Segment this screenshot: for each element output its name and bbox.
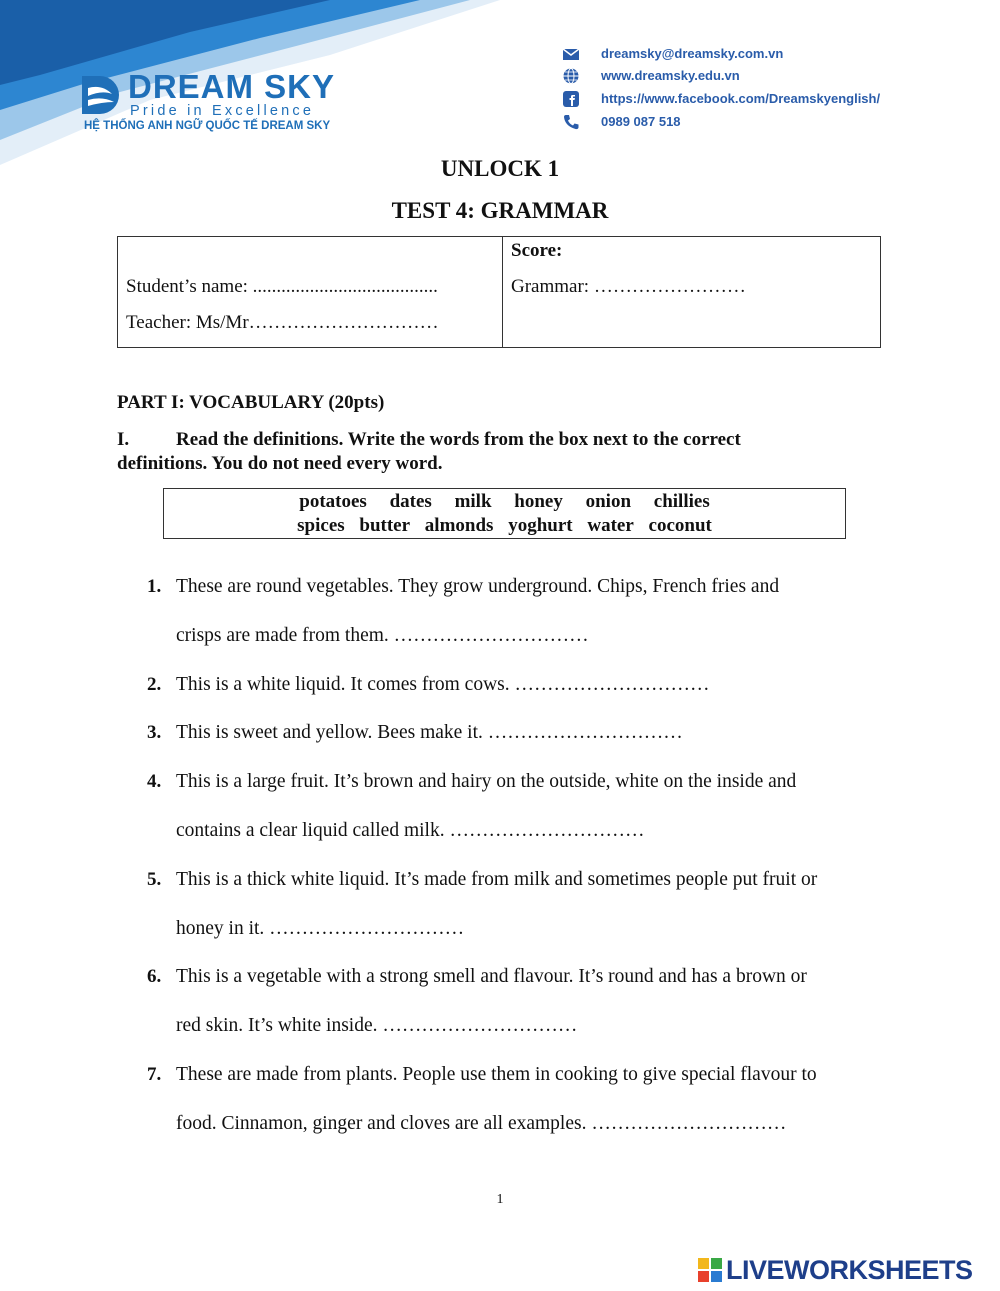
phone-icon <box>562 113 580 131</box>
question-5-answer-line[interactable]: honey in it. ………………………… <box>176 918 465 939</box>
score-label: Score: <box>511 240 563 261</box>
question-6-line-1: This is a vegetable with a strong smell and flavour. It’s round and has a brown or <box>176 966 807 987</box>
question-4-number: 4. <box>147 771 162 792</box>
question-1-number: 1. <box>147 576 162 597</box>
grammar-score-field[interactable]: Grammar: …………………… <box>511 276 746 297</box>
brand-name: DREAM SKY <box>128 68 336 105</box>
question-3-answer-line[interactable]: This is sweet and yellow. Bees make it. ………………………… <box>176 722 683 743</box>
table-divider <box>502 237 503 347</box>
word-box-word: coconut <box>648 515 712 536</box>
page-subtitle: TEST 4: GRAMMAR <box>391 198 609 223</box>
word-box-word: water <box>587 515 634 536</box>
word-box-word: onion <box>585 491 632 512</box>
word-box <box>163 488 846 539</box>
word-box-word: spices <box>297 515 345 536</box>
question-1-line-1: These are round vegetables. They grow underground. Chips, French fries and <box>176 576 780 597</box>
student-name-field[interactable]: Student’s name: ....................................... <box>126 276 438 297</box>
word-box-word: honey <box>514 491 563 512</box>
question-1-answer-line[interactable]: crisps are made from them. ………………………… <box>176 625 589 646</box>
word-box-word: butter <box>359 515 411 536</box>
question-3-number: 3. <box>147 722 162 743</box>
word-box-row-2 <box>164 515 845 537</box>
contact-facebook-text: https://www.facebook.com/Dreamskyenglish/ <box>601 91 881 106</box>
question-2-answer-line[interactable]: This is a white liquid. It comes from cows. ………………………… <box>176 674 710 695</box>
question-5-line-1: This is a thick white liquid. It’s made from milk and sometimes people put fruit or <box>176 869 818 890</box>
question-7-number: 7. <box>147 1064 162 1085</box>
question-7-answer-line[interactable]: food. Cinnamon, ginger and cloves are all examples. ………………………… <box>176 1113 787 1134</box>
question-6-answer-line[interactable]: red skin. It’s white inside. ………………………… <box>176 1015 578 1036</box>
contact-phone-text: 0989 087 518 <box>601 114 681 129</box>
contact-email-text: dreamsky@dreamsky.com.vn <box>601 46 784 61</box>
instruction-line-2: definitions. You do not need every word. <box>117 453 443 474</box>
question-6-number: 6. <box>147 966 162 987</box>
word-box-row-1 <box>164 491 845 513</box>
question-4-answer-line[interactable]: contains a clear liquid called milk. ………………………… <box>176 820 645 841</box>
instruction-line-1: Read the definitions. Write the words from the box next to the correct <box>176 429 741 450</box>
liveworksheets-text: LIVEWORKSHEETS <box>726 1255 973 1285</box>
globe-icon <box>562 67 580 85</box>
question-7-line-1: These are made from plants. People use them in cooking to give special flavour to <box>176 1064 817 1085</box>
teacher-field[interactable]: Teacher: Ms/Mr………………………… <box>126 312 439 333</box>
question-2-number: 2. <box>147 674 162 695</box>
word-box-word: milk <box>454 491 492 512</box>
part1-heading: PART I: VOCABULARY (20pts) <box>117 392 385 413</box>
page-title: UNLOCK 1 <box>440 156 560 181</box>
instruction-number: I. <box>117 429 130 450</box>
liveworksheets-icon <box>698 1258 722 1282</box>
facebook-icon <box>562 90 580 108</box>
word-box-word: chillies <box>653 491 710 512</box>
word-box-word: almonds <box>424 515 494 536</box>
student-info-table <box>117 236 881 348</box>
question-5-number: 5. <box>147 869 162 890</box>
word-box-word: potatoes <box>299 491 367 512</box>
page-number: 1 <box>496 1192 504 1207</box>
mail-icon <box>562 45 580 63</box>
brand-subtitle: HỆ THỐNG ANH NGỮ QUỐC TẾ DREAM SKY <box>84 120 331 132</box>
word-box-word: dates <box>389 491 432 512</box>
liveworksheets-logo[interactable] <box>698 1255 994 1285</box>
brand-tagline: Pride in Excellence <box>130 103 315 119</box>
dream-sky-logo-icon <box>80 74 124 116</box>
question-4-line-1: This is a large fruit. It’s brown and hairy on the outside, white on the inside and <box>176 771 797 792</box>
word-box-word: yoghurt <box>508 515 573 536</box>
contact-website-text: www.dreamsky.edu.vn <box>601 68 740 83</box>
